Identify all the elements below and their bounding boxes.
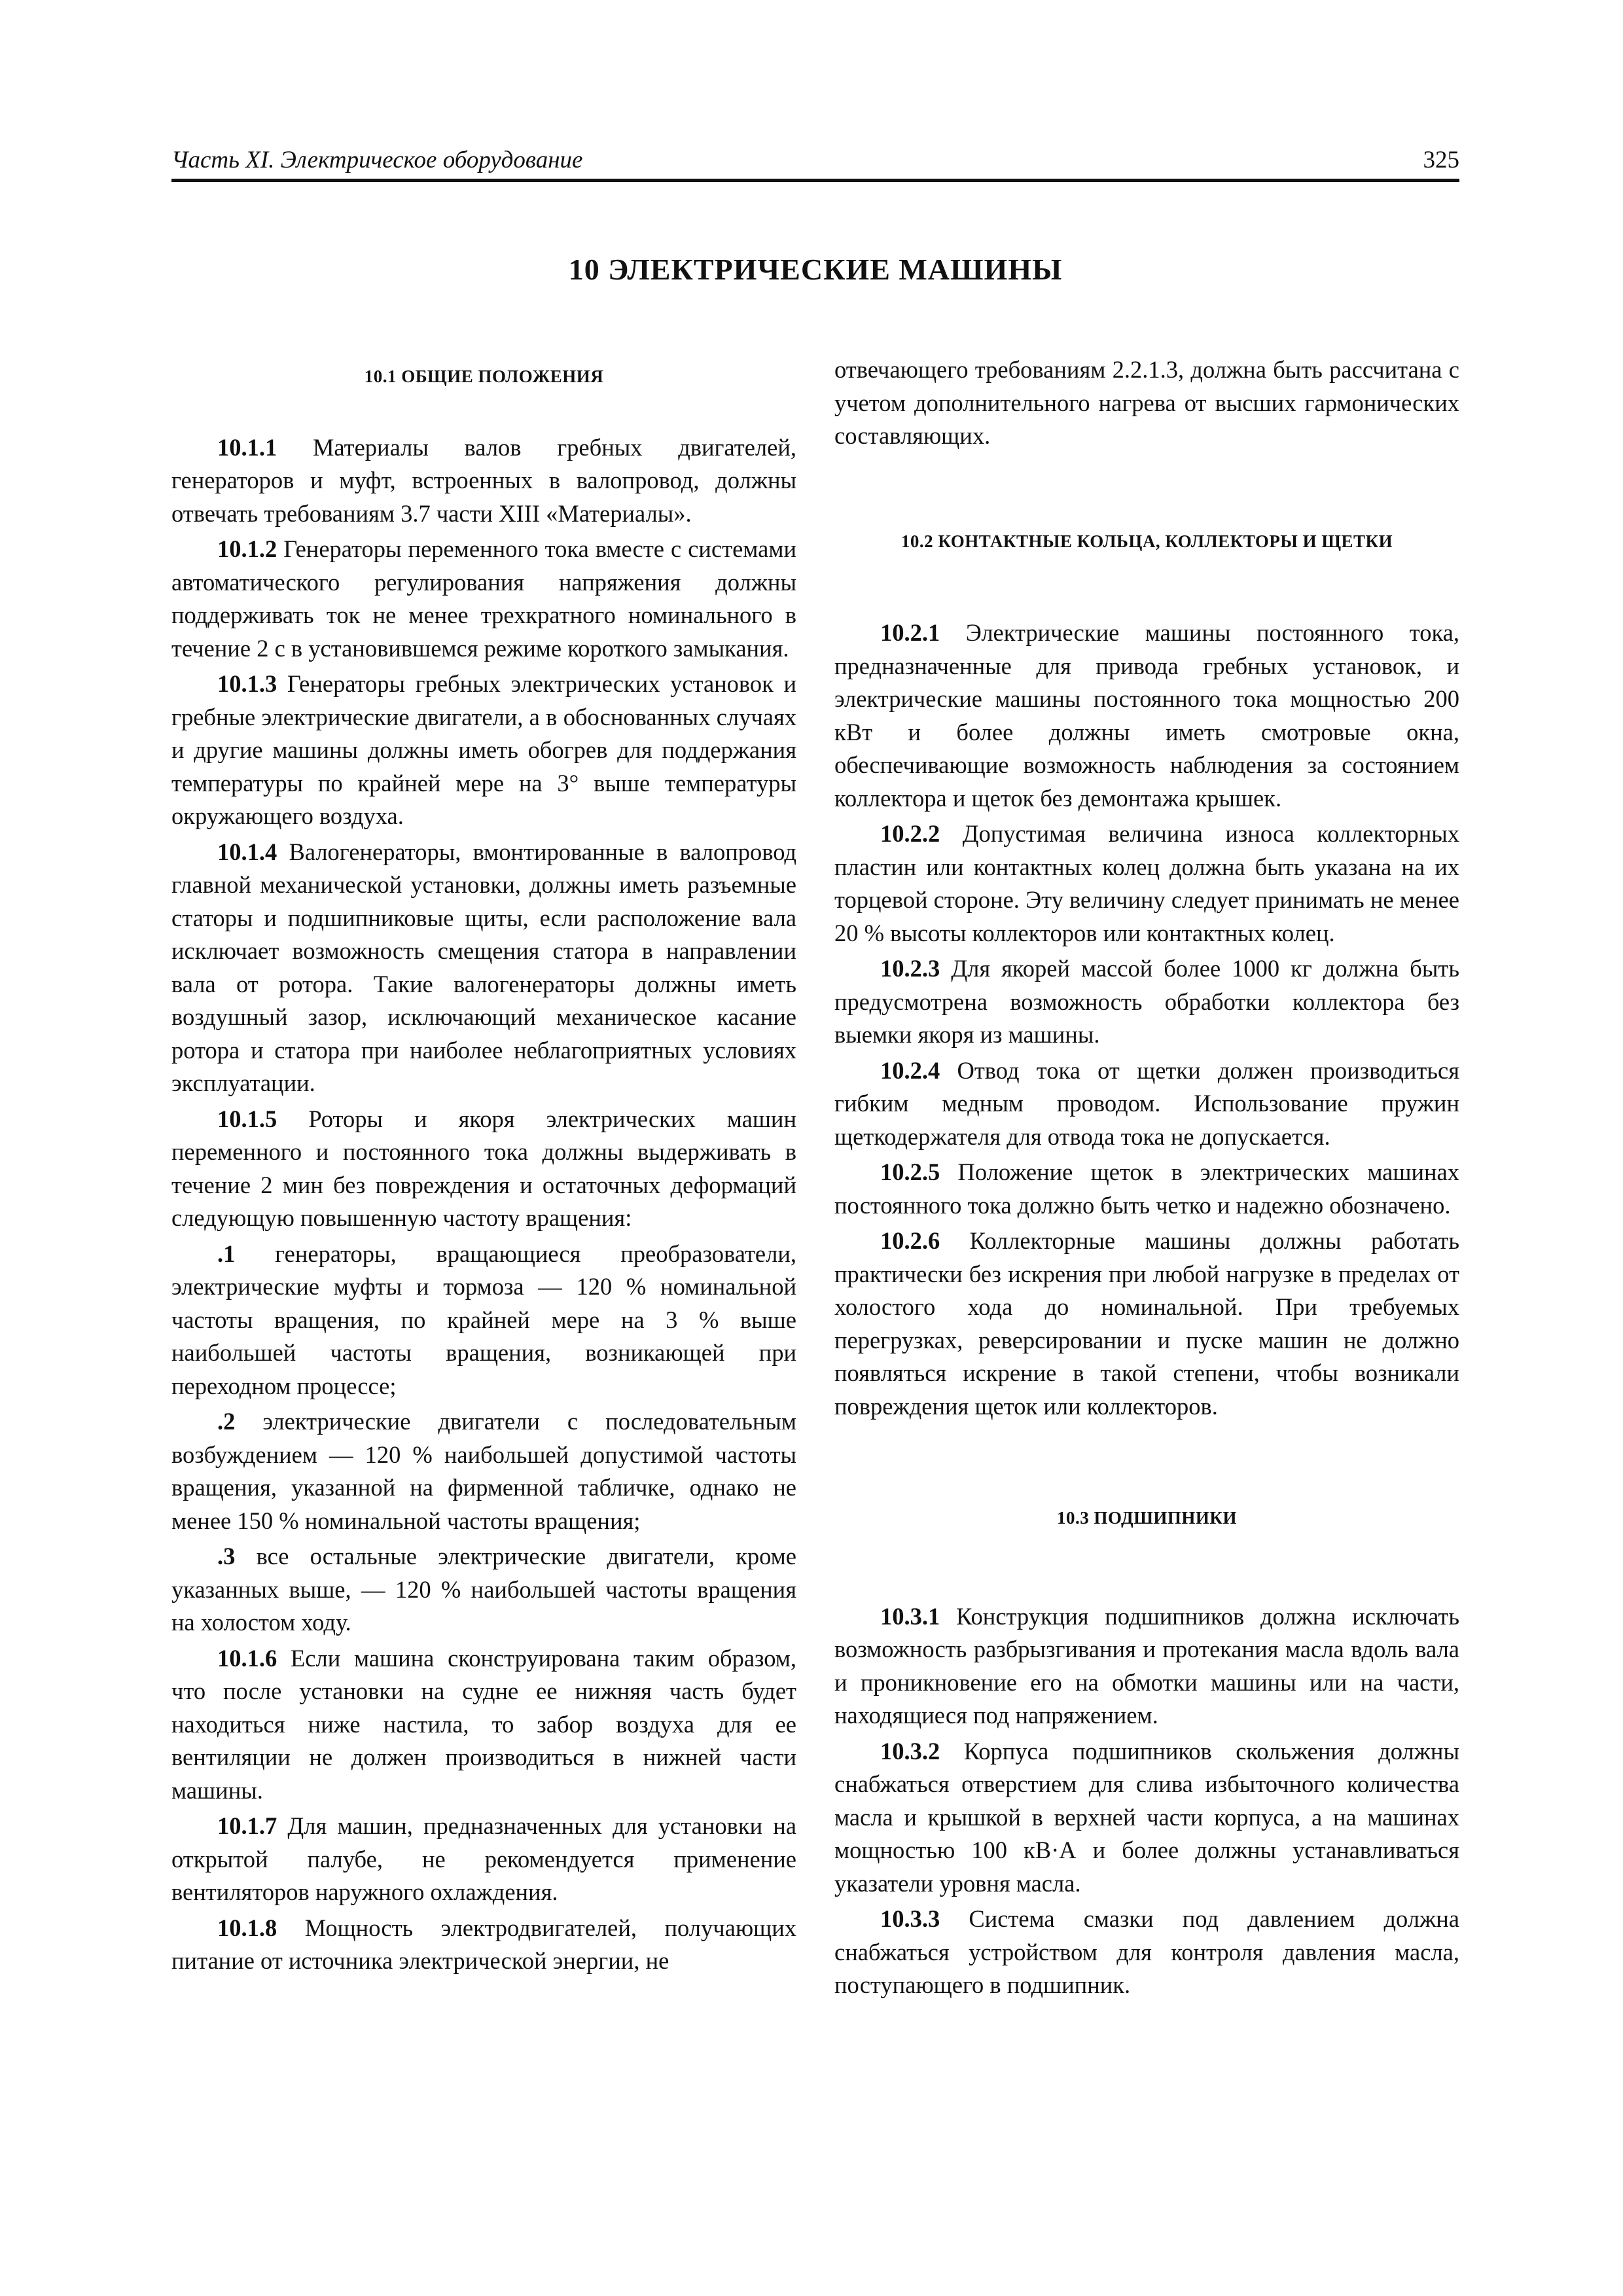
section-heading-10-2: 10.2 КОНТАКТНЫЕ КОЛЬЦА, КОЛЛЕКТОРЫ И ЩЕТКИ xyxy=(901,531,1393,551)
running-header xyxy=(171,143,1459,182)
paragraph-10-2-3: 10.2.3 Для якорей массой более 1000 кг должна быть предусмотрена возможность обработки коллектора без выемки якоря из машины. xyxy=(834,955,1459,1048)
paragraph-10-1-5: 10.1.5 Роторы и якоря электрических машин переменного и постоянного тока должны выдерживать в течение 2 мин без повреждения и остаточных деформаций следующую повышенную частоту вращения: xyxy=(171,1105,796,1231)
clause-number: 10.2.6 xyxy=(880,1227,940,1254)
clause-number: 10.2.2 xyxy=(880,820,940,847)
item-number: .1 xyxy=(217,1240,236,1267)
item-number: .2 xyxy=(217,1408,236,1435)
clause-number: 10.2.3 xyxy=(880,955,940,982)
paragraph-10-1-3: 10.1.3 Генераторы гребных электрических установок и гребные электрические двигатели, а в обоснованных случаях и другие машины должны иметь обогрев для поддержания температуры по крайней мере на 3° выше температуры окружающего воздуха. xyxy=(171,670,796,829)
clause-number: 10.2.4 xyxy=(880,1056,940,1084)
list-item-2: .2 электрические двигатели с последовательным возбуждением — 120 % наибольшей допустимой частоты вращения, указанной на фирменной табличке, однако не менее 150 % номинальной частоты вращения; xyxy=(171,1408,796,1534)
paragraph-continuation: отвечающего требованиям 2.2.1.3, должна быть рассчитана с учетом дополнительного нагрева от высших гармонических составляющих. xyxy=(834,356,1459,449)
page-number: 325 xyxy=(1423,147,1459,173)
paragraph-10-1-1: 10.1.1 Материалы валов гребных двигателей, генераторов и муфт, встроенных в валопровод, должны отвечать требованиям 3.7 части XIII «Материалы». xyxy=(171,433,796,527)
left-column xyxy=(171,353,796,1981)
section-heading-10-3: 10.3 ПОДШИПНИКИ xyxy=(1057,1508,1237,1528)
paragraph-10-1-2: 10.1.2 Генераторы переменного тока вместе с системами автоматического регулирования напряжения должны поддерживать ток не менее трехкратного номинального в течение 2 с в установившемся режиме короткого замыкания. xyxy=(171,535,796,662)
clause-number: 10.2.5 xyxy=(880,1158,940,1185)
paragraph-10-1-6: 10.1.6 Если машина сконструирована таким образом, что после установки на судне ее нижняя часть будет находиться ниже настила, то забор воздуха для ее вентиляции не должен производиться в нижней части машины. xyxy=(171,1644,796,1804)
clause-number: 10.1.7 xyxy=(217,1812,277,1839)
section-heading-10-1: 10.1 ОБЩИЕ ПОЛОЖЕНИЯ xyxy=(364,367,604,386)
list-item-3: .3 все остальные электрические двигатели, кроме указанных выше, — 120 % наибольшей частоты вращения на холостом ходу. xyxy=(171,1543,796,1636)
clause-number: 10.1.6 xyxy=(217,1644,277,1672)
right-column xyxy=(834,353,1459,2005)
header-title: Часть XI. Электрическое оборудование xyxy=(171,147,583,173)
clause-number: 10.1.4 xyxy=(217,838,277,865)
paragraph-10-3-3: 10.3.3 Система смазки под давлением должна снабжаться устройством для контроля давления масла, поступающего в подшипник. xyxy=(834,1905,1459,1998)
paragraph-10-3-1: 10.3.1 Конструкция подшипников должна исключать возможность разбрызгивания и протекания масла вдоль вала и проникновение его на обмотки машины или на части, находящиеся под напряжением. xyxy=(834,1602,1459,1729)
clause-number: 10.3.2 xyxy=(880,1737,940,1765)
paragraph-10-1-4: 10.1.4 Валогенераторы, вмонтированные в валопровод главной механической установки, должны иметь разъемные статоры и подшипниковые щиты, если расположение вала исключает возможность смещения статора в направлении вала от ротора. Такие валогенераторы должны иметь воздушный зазор, исключающий механическое касание ротора и статора при наиболее неблагоприятных условиях эксплуатации. xyxy=(171,838,796,1096)
clause-number: 10.1.8 xyxy=(217,1914,277,1941)
paragraph-10-2-4: 10.2.4 Отвод тока от щетки должен производиться гибким медным проводом. Использование пружин щеткодержателя для отвода тока не допускается. xyxy=(834,1056,1459,1150)
clause-number: 10.3.3 xyxy=(880,1905,940,1932)
paragraph-10-2-1: 10.2.1 Электрические машины постоянного тока, предназначенные для привода гребных установок, и электрические машины постоянного тока мощностью 200 кВт и более должны иметь смотровые окна, обеспечивающие возможность наблюдения за состоянием коллектора и щеток без демонтажа крышек. xyxy=(834,619,1459,812)
clause-number: 10.1.2 xyxy=(217,535,277,562)
paragraph-10-2-6: 10.2.6 Коллекторные машины должны работать практически без искрения при любой нагрузке в пределах от холостого хода до номинальной. При требуемых перегрузках, реверсировании и пуске машин не должно появляться искрение в такой степени, чтобы возникали повреждения щеток или коллекторов. xyxy=(834,1227,1459,1420)
item-number: .3 xyxy=(217,1543,236,1570)
paragraph-10-2-5: 10.2.5 Положение щеток в электрических машинах постоянного тока должно быть четко и надежно обозначено. xyxy=(834,1158,1459,1219)
paragraph-10-3-2: 10.3.2 Корпуса подшипников скольжения должны снабжаться отверстием для слива избыточного количества масла и крышкой в верхней части корпуса, а на машинах мощностью 100 кВ·А и более должны устанавливаться указатели уровня масла. xyxy=(834,1737,1459,1897)
paragraph-10-1-7: 10.1.7 Для машин, предназначенных для установки на открытой палубе, не рекомендуется применение вентиляторов наружного охлаждения. xyxy=(171,1812,796,1905)
paragraph-10-1-8: 10.1.8 Мощность электродвигателей, получающих питание от источника электрической энергии, не xyxy=(171,1914,796,1974)
list-item-1: .1 генераторы, вращающиеся преобразователи, электрические муфты и тормоза — 120 % номинальной частоты вращения, по крайней мере на 3 % выше наибольшей частоты вращения, возникающей при переходном процессе; xyxy=(171,1240,796,1399)
clause-number: 10.1.3 xyxy=(217,670,277,697)
chapter-title: 10 ЭЛЕКТРИЧЕСКИЕ МАШИНЫ xyxy=(568,253,1063,286)
clause-number: 10.1.5 xyxy=(217,1105,277,1132)
paragraph-10-2-2: 10.2.2 Допустимая величина износа коллекторных пластин или контактных колец должна быть указана на их торцевой стороне. Эту величину следует принимать не менее 20 % высоты коллекторов или контактных колец. xyxy=(834,820,1459,946)
header-rule xyxy=(171,179,1459,182)
clause-number: 10.3.1 xyxy=(880,1602,940,1630)
clause-number: 10.1.1 xyxy=(217,433,277,461)
clause-number: 10.2.1 xyxy=(880,619,940,646)
